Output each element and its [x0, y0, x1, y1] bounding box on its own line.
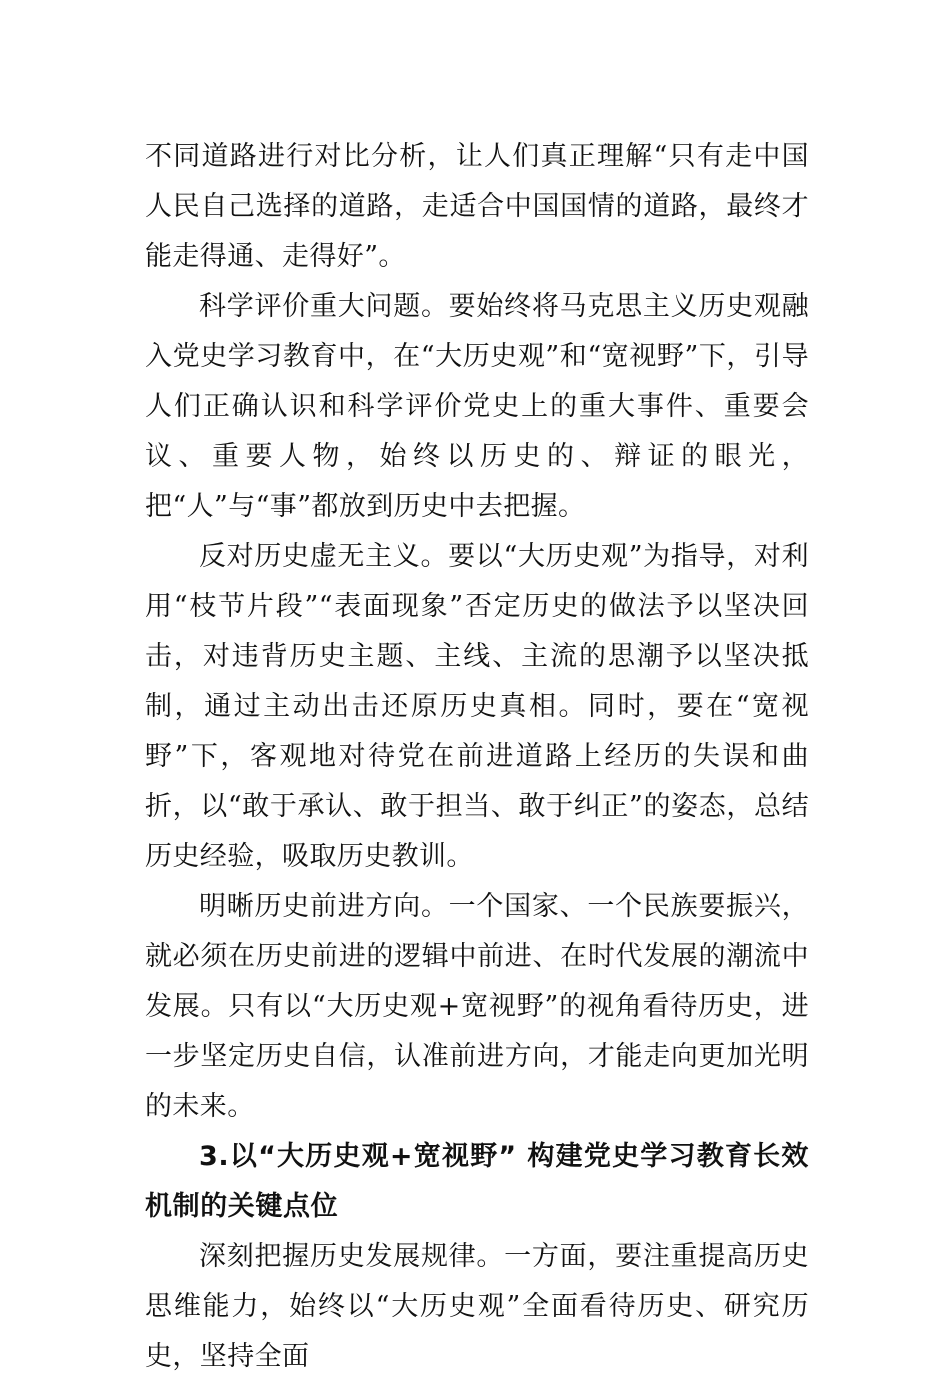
- section-heading: 3.以“大历史观+宽视野” 构建党史学习教育长效机制的关键点位: [145, 1141, 809, 1222]
- paragraph-historical-laws: 深刻把握历史发展规律。一方面，要注重提高历史思维能力，始终以“大历史观”全面看待历史、研究历史，坚持全面: [145, 1241, 809, 1372]
- paragraph-scientific-evaluation: 科学评价重大问题。要始终将马克思主义历史观融入党史学习教育中，在“大历史观”和“宽视野”下，引导人们正确认识和科学评价党史上的重大事件、重要会议、重要人物，始终以历史的、辩证的眼光，把“人”与“事”都放到历史中去把握。: [145, 291, 809, 522]
- document-page: [145, 132, 809, 1382]
- paragraph-continuation: 不同道路进行对比分析，让人们真正理解“只有走中国人民自己选择的道路，走适合中国国情的道路，最终才能走得通、走得好”。: [145, 141, 809, 272]
- paragraph-historical-direction: 明晰历史前进方向。一个国家、一个民族要振兴，就必须在历史前进的逻辑中前进、在时代发展的潮流中发展。只有以“大历史观+宽视野”的视角看待历史，进一步坚定历史自信，认准前进方向，才能走向更加光明的未来。: [145, 891, 809, 1122]
- paragraph-oppose-nihilism: 反对历史虚无主义。要以“大历史观”为指导，对利用“枝节片段”“表面现象”否定历史的做法予以坚决回击，对违背历史主题、主线、主流的思潮予以坚决抵制，通过主动出击还原历史真相。同时，要在“宽视野”下，客观地对待党在前进道路上经历的失误和曲折，以“敢于承认、敢于担当、敢于纠正”的姿态，总结历史经验，吸取历史教训。: [145, 541, 809, 872]
